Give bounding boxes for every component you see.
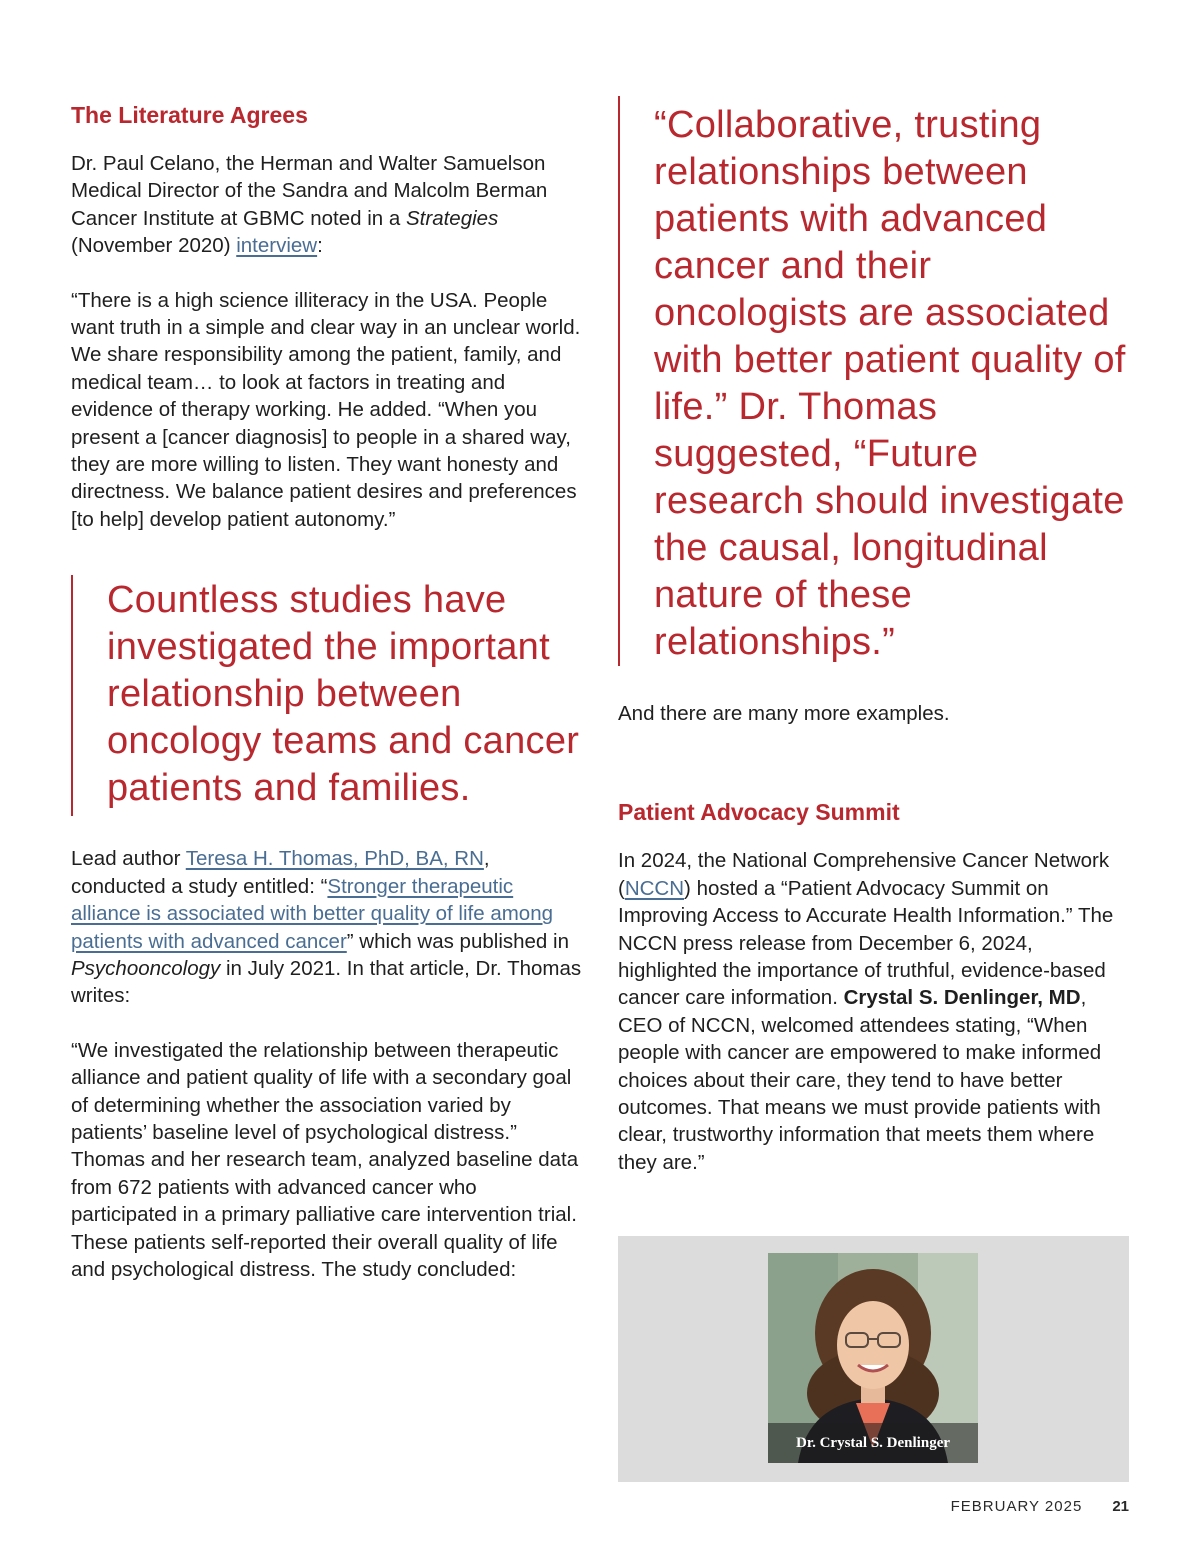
page-footer — [951, 1498, 1129, 1515]
lead-text-2: , conducted a study entitled: “ — [71, 847, 490, 898]
celano-quote: “There is a high science illiteracy in the USA. People want truth in a simple and clear way in an unclear world. We share responsibility among the patient, family, and medical team… to look at factors in treating and evidence of therapy working. He added. “When you present a [cancer diagnosis] to people in a shared way, they are more willing to listen. They want honesty and directness. We balance patient desires and preferences [to help] develop patient autonomy.” — [71, 288, 581, 531]
page-number: 21 — [1112, 1498, 1129, 1515]
intro-italic: Strategies — [406, 206, 499, 230]
issue-date: FEBRUARY 2025 — [950, 1498, 1083, 1515]
interview-link[interactable]: interview — [236, 234, 318, 258]
lead-text-1: Lead author — [71, 847, 186, 871]
author-link[interactable]: Teresa H. Thomas, PhD, BA, RN — [185, 847, 484, 871]
intro-text-2: (November 2020) — [71, 234, 237, 258]
photo-frame — [618, 1236, 1129, 1482]
summit-text-3: , CEO of NCCN, welcomed attendees stating, “When people with cancer are empowered to make informed choices about their care, they tend to have better outcomes. That means we must provide patients with clear, trustworthy information that meets them where they are.” — [618, 986, 1102, 1174]
study-link[interactable]: Stronger therapeutic alliance is associated with better quality of life among patients with advanced cancer — [71, 874, 554, 953]
summit-paragraph — [618, 847, 1130, 1176]
summit-text-2: ) hosted a “Patient Advocacy Summit on Improving Access to Accurate Health Information.” The NCCN press release from December 6, 2024, highlighted the importance of truthful, evidence-based cancer care information. — [618, 876, 1114, 1010]
lead-text-4: in July 2021. In that article, Dr. Thomas writes: — [71, 956, 582, 1008]
lead-text-3: ” which was published in — [346, 929, 569, 953]
more-examples: And there are many more examples. — [618, 702, 950, 725]
pullquote-countless-studies: Countless studies have investigated the important relationship between oncology teams and cancer patients and families. — [71, 575, 586, 816]
denlinger-photo — [768, 1253, 978, 1463]
intro-text-3: : — [317, 234, 323, 258]
thomas-quote: “We investigated the relationship between therapeutic alliance and patient quality of life with a secondary goal of determining whether the association varied by patients’ baseline level of psychological distress.” Thomas and her research team, analyzed baseline data from 672 patients with advanced cancer who participated in a primary palliative care intervention trial. These patients self-reported their overall quality of life and psychological distress. The study concluded: — [71, 1038, 579, 1281]
left-column — [71, 100, 586, 1283]
heading-patient-advocacy-summit: Patient Advocacy Summit — [618, 799, 900, 826]
photo-caption: Dr. Crystal S. Denlinger — [768, 1423, 978, 1463]
denlinger-name-bold: Crystal S. Denlinger, MD — [843, 986, 1081, 1010]
nccn-link[interactable]: NCCN — [624, 876, 685, 900]
lead-author-paragraph — [71, 845, 586, 1009]
intro-paragraph — [71, 150, 586, 260]
right-column — [618, 96, 1130, 1176]
heading-literature-agrees: The Literature Agrees — [71, 102, 308, 128]
summit-text-1: In 2024, the National Comprehensive Cancer Network ( — [618, 849, 1110, 900]
intro-text-1: Dr. Paul Celano, the Herman and Walter Samuelson Medical Director of the Sandra and Malcolm Berman Cancer Institute at GBMC noted in a — [71, 152, 548, 230]
journal-italic: Psychooncology — [71, 956, 221, 980]
pullquote-collaborative: “Collaborative, trusting relationships between patients with advanced cancer and their oncologists are associated with better patient quality of life.” Dr. Thomas suggested, “Future research should investigate the causal, longitudinal nature of these relationships.” — [618, 96, 1130, 666]
